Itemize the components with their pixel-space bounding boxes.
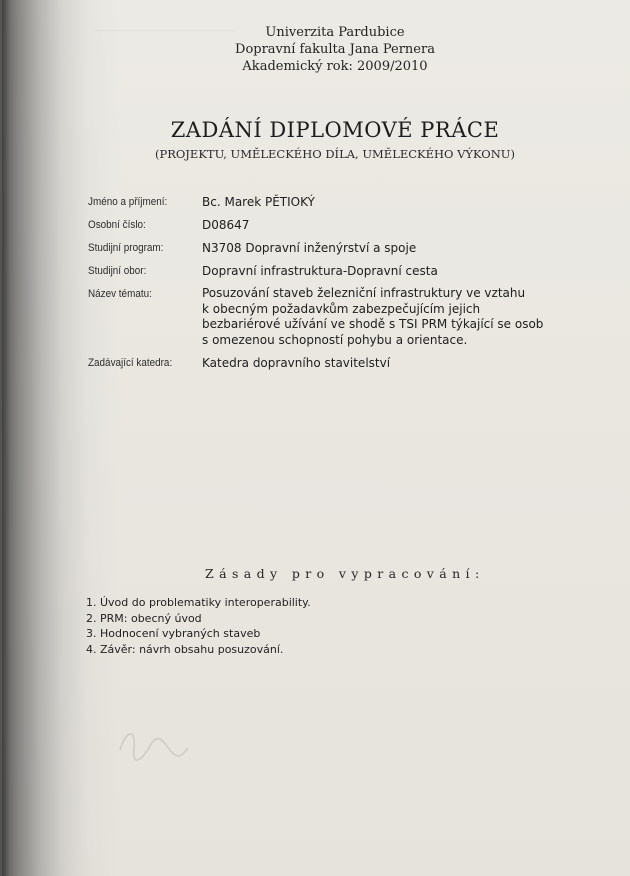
- thesis-topic-line: bezbariérové užívání ve shodě s TSI PRM týkající se osob: [202, 317, 544, 331]
- field-value: N3708 Dopravní inženýrství a spoje: [202, 241, 417, 255]
- field-value: Bc. Marek PĚTIOKÝ: [202, 195, 315, 209]
- list-item: 2. PRM: obecný úvod: [86, 611, 202, 625]
- document-header: [150, 24, 520, 75]
- list-item: 3. Hodnocení vybraných staveb: [86, 627, 261, 640]
- field-row-department: [88, 355, 608, 371]
- page-fold-shadow: [2, 0, 10, 876]
- field-label: Jméno a příjmení:: [88, 196, 168, 208]
- list-item: 1. Úvod do problematiky interoperability.: [86, 596, 311, 609]
- field-value: Dopravní infrastruktura-Dopravní cesta: [202, 264, 438, 278]
- thesis-topic: [202, 286, 587, 348]
- field-label: Zadávající katedra:: [88, 357, 173, 369]
- student-info-fields: [88, 194, 608, 378]
- thesis-topic-line: s omezenou schopností pohybu a orientace.: [202, 332, 468, 347]
- university-name: Univerzita Pardubice: [265, 25, 405, 40]
- principles-heading: Zásady pro vypracování:: [205, 566, 485, 581]
- field-label: Název tématu:: [88, 288, 152, 300]
- field-row-name: [88, 194, 608, 210]
- faint-signature-bleed: [112, 720, 192, 770]
- document-title: ZADÁNÍ DIPLOMOVÉ PRÁCE: [170, 118, 500, 142]
- field-row-personal-number: [88, 217, 608, 233]
- academic-year: Akademický rok: 2009/2010: [242, 59, 428, 74]
- document-subtitle: (PROJEKTU, UMĚLECKÉHO DÍLA, UMĚLECKÉHO VÝKONU): [155, 147, 515, 161]
- field-row-study-program: [88, 240, 608, 256]
- field-label: Studijní program:: [88, 242, 164, 254]
- thesis-topic-line: k obecným požadavkům zabezpečujícím jejich: [202, 301, 481, 316]
- thesis-topic-line: Posuzování staveb železniční infrastruktury ve vztahu: [202, 286, 526, 300]
- field-label: Osobní číslo:: [88, 219, 146, 231]
- principles-list: [86, 595, 311, 657]
- field-row-topic: [88, 286, 608, 348]
- field-label: Studijní obor:: [88, 265, 147, 277]
- field-row-study-field: [88, 263, 608, 279]
- faculty-name: Dopravní fakulta Jana Pernera: [235, 42, 435, 57]
- field-value: D08647: [202, 218, 250, 232]
- field-value: Katedra dopravního stavitelství: [202, 356, 391, 370]
- list-item: 4. Závěr: návrh obsahu posuzování.: [86, 642, 284, 656]
